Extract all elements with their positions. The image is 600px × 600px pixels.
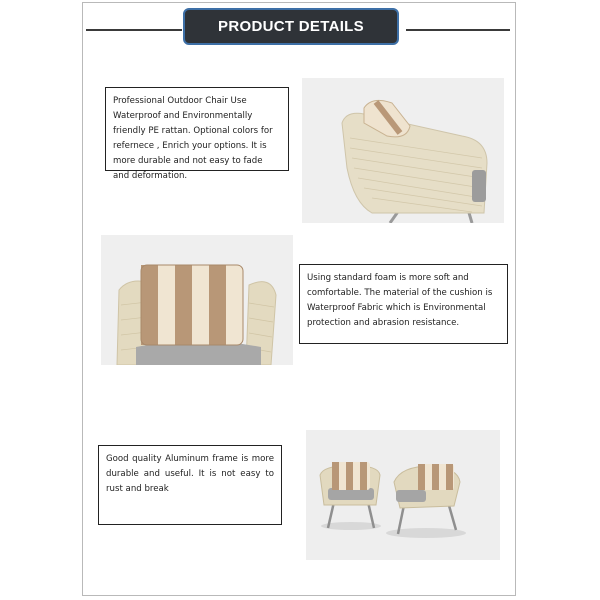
page-title: PRODUCT DETAILS [183, 8, 399, 45]
chair-side-photo [302, 78, 504, 223]
two-chairs-photo [306, 430, 500, 560]
text-box-rattan: Professional Outdoor Chair Use Waterproof and Environmentally friendly PE rattan. Optional colors for refernece , Enrich your options. It is more durable and not easy to fade and deformation. [105, 87, 289, 171]
text-box-frame: Good quality Aluminum frame is more durable and useful. It is not easy to rust and break [98, 445, 282, 525]
header-rule-left [86, 29, 182, 31]
cushion-pillow-photo [101, 235, 293, 365]
header-rule-right [406, 29, 510, 31]
text-box-cushion: Using standard foam is more soft and comfortable. The material of the cushion is Waterproof Fabric which is Environmental protection and abrasion resistance. [299, 264, 508, 344]
